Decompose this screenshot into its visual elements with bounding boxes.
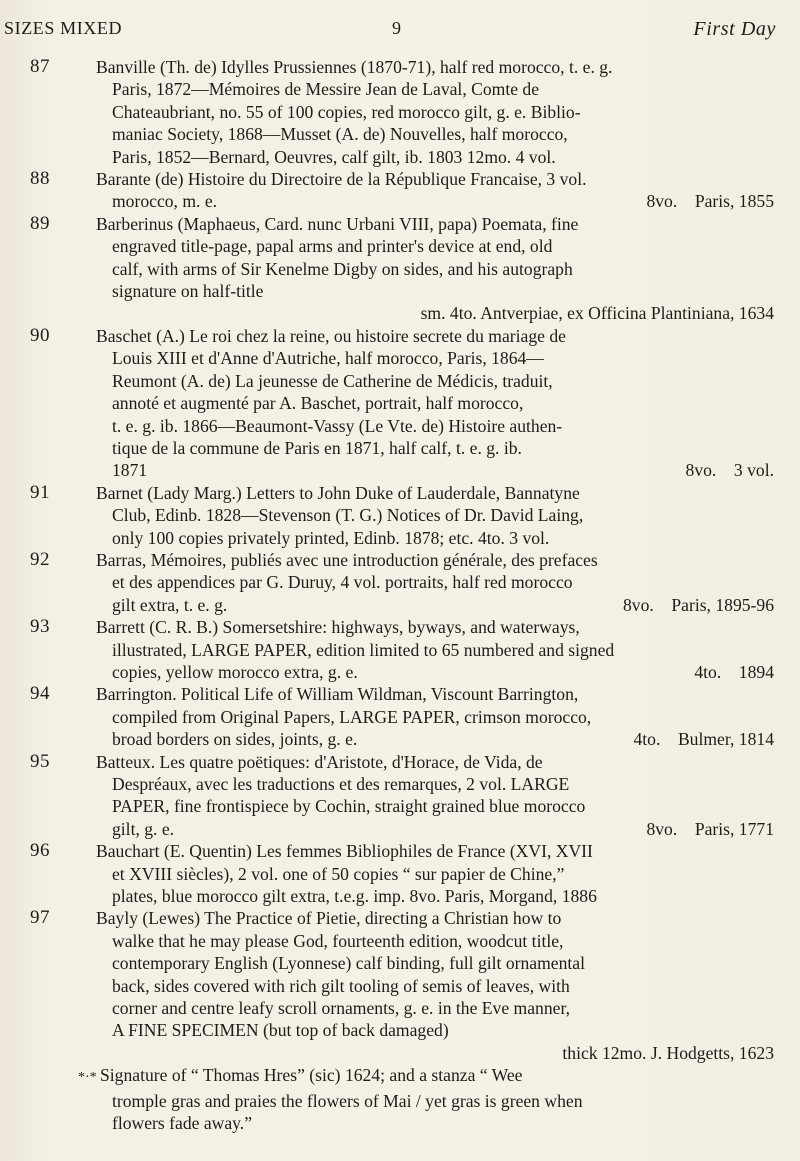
entry-line: 1871 8vo. 3 vol. bbox=[112, 460, 774, 481]
entry-line: plates, blue morocco gilt extra, t.e.g. imp. 8vo. Paris, Morgand, 1886 bbox=[112, 886, 597, 907]
entry-line: thick 12mo. J. Hodgetts, 1623 bbox=[562, 1042, 774, 1063]
note-line: tromple gras and praies the flowers of Mai / yet gras is green when bbox=[112, 1090, 583, 1111]
entry-line: Despréaux, avec les traductions et des remarques, 2 vol. LARGE bbox=[112, 774, 570, 794]
entry-line: corner and centre leafy scroll ornaments, g. e. in the Eve manner, bbox=[112, 998, 571, 1019]
lot-entry bbox=[0, 616, 800, 683]
entry-line: Barras, Mémoires, publiés avec une introduction générale, des prefaces bbox=[96, 549, 598, 570]
entry-line: illustrated, LARGE PAPER, edition limited to 65 numbered and signed bbox=[112, 639, 615, 660]
entry-line: annoté et augmenté par A. Baschet, portrait, half morocco, bbox=[112, 393, 524, 414]
lot-entry bbox=[0, 549, 800, 616]
entry-line: Paris, 1852—Bernard, Oeuvres, calf gilt, ib. 1803 12mo. 4 vol. bbox=[112, 146, 556, 167]
entry-line: Chateaubriant, no. 55 of 100 copies, red morocco gilt, g. e. Biblio- bbox=[112, 101, 581, 122]
lot-number: 92 bbox=[30, 548, 50, 570]
page-header bbox=[4, 18, 776, 40]
entry-line: sm. 4to. Antverpiae, ex Officina Plantiniana, 1634 bbox=[420, 303, 774, 324]
note-line: flowers fade away.” bbox=[112, 1113, 253, 1134]
entry-line: gilt, g. e. 8vo. Paris, 1771 bbox=[112, 818, 774, 839]
lot-entry bbox=[0, 213, 800, 325]
entry-line: back, sides covered with rich gilt tooling of semis of leaves, with bbox=[112, 975, 570, 996]
entry-line: A FINE SPECIMEN (but top of back damaged) bbox=[112, 1020, 449, 1041]
entry-line: Bauchart (E. Quentin) Les femmes Bibliophiles de France (XVI, XVII bbox=[96, 841, 593, 862]
entry-line: contemporary English (Lyonnese) calf binding, full gilt ornamental bbox=[112, 953, 585, 974]
entry-line: engraved title-page, papal arms and printer's device at end, old bbox=[112, 236, 553, 257]
lot-entry bbox=[0, 751, 800, 841]
lot-entry bbox=[0, 325, 800, 482]
entry-line: Barrington. Political Life of William Wildman, Viscount Barrington, bbox=[96, 684, 579, 705]
entry-line: Barante (de) Histoire du Directoire de la République Francaise, 3 vol. bbox=[96, 169, 587, 190]
entry-line: only 100 copies privately printed, Edinb. 1878; etc. 4to. 3 vol. bbox=[112, 527, 550, 548]
entry-line: et XVIII siècles), 2 vol. one of 50 copies “ sur papier de Chine,” bbox=[112, 863, 565, 884]
entry-line: Louis XIII et d'Anne d'Autriche, half morocco, Paris, 1864— bbox=[112, 348, 544, 369]
entry-line: Batteux. Les quatre poëtiques: d'Aristote, d'Horace, de Vida, de bbox=[96, 751, 543, 772]
entry-line: Reumont (A. de) La jeunesse de Catherine de Médicis, traduit, bbox=[112, 370, 553, 391]
lot-number: 97 bbox=[30, 907, 50, 929]
entry-line: maniac Society, 1868—Musset (A. de) Nouvelles, half morocco, bbox=[112, 124, 568, 145]
lot-number: 90 bbox=[30, 324, 50, 346]
asterism-marker: *·* bbox=[78, 1070, 97, 1086]
signature-note bbox=[0, 1064, 800, 1134]
entry-line: PAPER, fine frontispiece by Cochin, straight grained blue morocco bbox=[112, 796, 586, 817]
lot-entry bbox=[0, 840, 800, 907]
entry-line: Banville (Th. de) Idylles Prussiennes (1870-71), half red morocco, t. e. g. bbox=[96, 57, 613, 77]
lot-entry bbox=[0, 907, 800, 1064]
lot-number: 94 bbox=[30, 683, 50, 705]
entry-line: signature on half-title bbox=[112, 281, 264, 302]
note-line: Signature of “ Thomas Hres” (sic) 1624; and a stanza “ Wee bbox=[100, 1065, 523, 1086]
lot-number: 96 bbox=[30, 840, 50, 862]
entry-line: walke that he may please God, fourteenth edition, woodcut title, bbox=[112, 930, 564, 951]
lot-number: 95 bbox=[30, 750, 50, 772]
lot-entry bbox=[0, 482, 800, 549]
entry-line: Club, Edinb. 1828—Stevenson (T. G.) Notices of Dr. David Laing, bbox=[112, 505, 584, 526]
lot-entry bbox=[0, 683, 800, 750]
entry-line: Barnet (Lady Marg.) Letters to John Duke of Lauderdale, Bannatyne bbox=[96, 482, 580, 503]
lot-number: 87 bbox=[30, 56, 50, 77]
lot-entry bbox=[0, 56, 800, 168]
header-day-title: First Day bbox=[693, 18, 776, 40]
entry-line: copies, yellow morocco extra, g. e. 4to. 1894 bbox=[112, 661, 774, 682]
lot-number: 89 bbox=[30, 212, 50, 234]
entry-line: Baschet (A.) Le roi chez la reine, ou histoire secrete du mariage de bbox=[96, 325, 566, 346]
entry-line: Barberinus (Maphaeus, Card. nunc Urbani VIII, papa) Poemata, fine bbox=[96, 213, 579, 234]
entry-line: calf, with arms of Sir Kenelme Digby on sides, and his autograph bbox=[112, 258, 573, 279]
header-section-title: SIZES MIXED bbox=[4, 18, 123, 38]
entry-line: Paris, 1872—Mémoires de Messire Jean de Laval, Comte de bbox=[112, 79, 540, 100]
entry-line: Bayly (Lewes) The Practice of Pietie, directing a Christian how to bbox=[96, 908, 562, 929]
entry-line: broad borders on sides, joints, g. e. 4to. Bulmer, 1814 bbox=[112, 729, 774, 750]
entry-line: gilt extra, t. e. g. 8vo. Paris, 1895-96 bbox=[112, 594, 774, 615]
lot-entry bbox=[0, 168, 800, 213]
page-number: 9 bbox=[392, 18, 402, 38]
lot-number: 88 bbox=[30, 168, 50, 190]
lot-number: 93 bbox=[30, 616, 50, 638]
lot-number: 91 bbox=[30, 481, 50, 503]
lot-entries bbox=[0, 56, 800, 1135]
entry-line: morocco, m. e. 8vo. Paris, 1855 bbox=[112, 191, 774, 212]
entry-line: et des appendices par G. Duruy, 4 vol. portraits, half red morocco bbox=[112, 572, 573, 593]
entry-line: t. e. g. ib. 1866—Beaumont-Vassy (Le Vte. de) Histoire authen- bbox=[112, 415, 563, 436]
entry-line: Barrett (C. R. B.) Somersetshire: highways, byways, and waterways, bbox=[96, 617, 580, 638]
entry-line: tique de la commune de Paris en 1871, half calf, t. e. g. ib. bbox=[112, 437, 522, 458]
entry-line: compiled from Original Papers, LARGE PAPER, crimson morocco, bbox=[112, 706, 592, 727]
